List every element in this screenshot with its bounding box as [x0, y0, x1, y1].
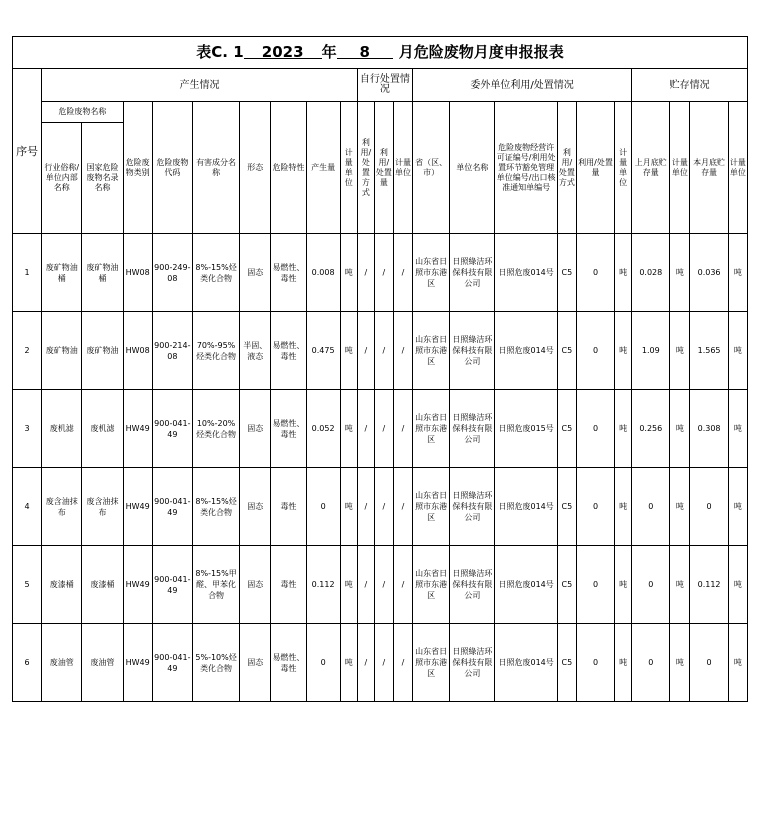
cell-out-method: C5 — [557, 546, 576, 624]
cell-company: 日照綠洁环保科技有限公司 — [450, 546, 495, 624]
cell-st-unit2: 吨 — [728, 312, 747, 390]
cell-last-month: 0.256 — [632, 390, 670, 468]
header-harmful: 有害成分名称 — [192, 102, 239, 234]
cell-this-month: 0.036 — [690, 234, 728, 312]
cell-form: 固态 — [240, 624, 271, 702]
cell-company: 日照綠洁环保科技有限公司 — [450, 624, 495, 702]
table-row — [13, 468, 748, 546]
header-self-disposal: 自行处置情况 — [357, 69, 412, 102]
cell-national-name: 废矿物油桶 — [82, 234, 123, 312]
header-outsourced: 委外单位利用/处置情况 — [413, 69, 632, 102]
cell-province: 山东省日照市东港区 — [413, 468, 450, 546]
cell-code: 900-249-08 — [152, 234, 192, 312]
header-seq: 序号 — [13, 69, 42, 234]
cell-amount: 0.052 — [306, 390, 340, 468]
cell-form: 固态 — [240, 546, 271, 624]
header-permit: 危险废物经营许可证编号/利用处置环节豁免管理单位编号/出口核准通知单编号 — [495, 102, 557, 234]
cell-out-method: C5 — [557, 234, 576, 312]
table-row — [13, 312, 748, 390]
cell-company: 日照綠洁环保科技有限公司 — [450, 234, 495, 312]
cell-seq: 3 — [13, 390, 42, 468]
header-code: 危险废物代码 — [152, 102, 192, 234]
cell-this-month: 0 — [690, 468, 728, 546]
cell-self-unit: / — [393, 234, 412, 312]
cell-amount: 0.008 — [306, 234, 340, 312]
cell-national-name: 废含油抹布 — [82, 468, 123, 546]
cell-permit: 日照危废014号 — [495, 468, 557, 546]
header-category: 危险废物类别 — [123, 102, 152, 234]
cell-self-method: / — [357, 546, 374, 624]
cell-self-method: / — [357, 234, 374, 312]
cell-self-unit: / — [393, 390, 412, 468]
table-row — [13, 546, 748, 624]
cell-st-unit: 吨 — [670, 390, 690, 468]
table-row — [13, 390, 748, 468]
cell-seq: 6 — [13, 624, 42, 702]
cell-national-name: 废矿物油 — [82, 312, 123, 390]
cell-property: 易燃性、毒性 — [271, 312, 306, 390]
header-last-month: 上月底贮存量 — [632, 102, 670, 234]
cell-unit: 吨 — [340, 312, 357, 390]
cell-permit: 日照危废014号 — [495, 546, 557, 624]
cell-st-unit: 吨 — [670, 234, 690, 312]
cell-category: HW08 — [123, 234, 152, 312]
cell-this-month: 0.112 — [690, 546, 728, 624]
cell-property: 易燃性、毒性 — [271, 390, 306, 468]
cell-out-amount: 0 — [576, 468, 614, 546]
cell-province: 山东省日照市东港区 — [413, 624, 450, 702]
cell-province: 山东省日照市东港区 — [413, 546, 450, 624]
cell-amount: 0 — [306, 468, 340, 546]
title-prefix: 表C. 1 — [196, 42, 244, 61]
title-year-label: 年 — [321, 42, 337, 61]
cell-out-amount: 0 — [576, 390, 614, 468]
cell-last-month: 0.028 — [632, 234, 670, 312]
cell-last-month: 0 — [632, 624, 670, 702]
cell-out-unit: 吨 — [615, 624, 632, 702]
header-company: 单位名称 — [450, 102, 495, 234]
header-out-unit: 计量单位 — [615, 102, 632, 234]
header-self-unit: 计量单位 — [393, 102, 412, 234]
cell-form: 固态 — [240, 390, 271, 468]
cell-unit: 吨 — [340, 390, 357, 468]
cell-unit: 吨 — [340, 468, 357, 546]
cell-st-unit2: 吨 — [728, 624, 747, 702]
header-out-amount: 利用/处置量 — [576, 102, 614, 234]
cell-self-unit: / — [393, 468, 412, 546]
cell-property: 易燃性、毒性 — [271, 234, 306, 312]
cell-harmful: 70%-95%烃类化合物 — [192, 312, 239, 390]
cell-self-amount: / — [374, 468, 393, 546]
cell-out-unit: 吨 — [615, 390, 632, 468]
cell-company: 日照綠洁环保科技有限公司 — [450, 312, 495, 390]
cell-st-unit: 吨 — [670, 312, 690, 390]
cell-code: 900-041-49 — [152, 468, 192, 546]
cell-permit: 日照危废015号 — [495, 390, 557, 468]
cell-self-unit: / — [393, 546, 412, 624]
header-production: 产生情况 — [42, 69, 358, 102]
cell-self-amount: / — [374, 312, 393, 390]
cell-out-amount: 0 — [576, 234, 614, 312]
cell-seq: 4 — [13, 468, 42, 546]
header-st-unit2: 计量单位 — [728, 102, 747, 234]
header-national-name: 国家危险废物名录名称 — [82, 123, 123, 234]
cell-out-amount: 0 — [576, 312, 614, 390]
header-self-method: 利用/处置方式 — [357, 102, 374, 234]
table-title — [13, 37, 748, 69]
cell-self-method: / — [357, 468, 374, 546]
header-form: 形态 — [240, 102, 271, 234]
cell-out-amount: 0 — [576, 624, 614, 702]
cell-out-method: C5 — [557, 312, 576, 390]
cell-property: 毒性 — [271, 546, 306, 624]
cell-industry-name: 废漆桶 — [42, 546, 82, 624]
cell-industry-name: 废矿物油桶 — [42, 234, 82, 312]
cell-self-unit: / — [393, 624, 412, 702]
cell-last-month: 0 — [632, 468, 670, 546]
cell-out-unit: 吨 — [615, 312, 632, 390]
cell-property: 易燃性、毒性 — [271, 624, 306, 702]
cell-st-unit: 吨 — [670, 624, 690, 702]
cell-seq: 5 — [13, 546, 42, 624]
cell-st-unit2: 吨 — [728, 234, 747, 312]
cell-unit: 吨 — [340, 624, 357, 702]
header-industry-name: 行业俗称/单位内部名称 — [42, 123, 82, 234]
cell-company: 日照綠洁环保科技有限公司 — [450, 390, 495, 468]
cell-self-method: / — [357, 624, 374, 702]
cell-code: 900-041-49 — [152, 624, 192, 702]
cell-self-amount: / — [374, 234, 393, 312]
cell-out-method: C5 — [557, 624, 576, 702]
header-storage: 贮存情况 — [632, 69, 748, 102]
cell-permit: 日照危废014号 — [495, 234, 557, 312]
cell-industry-name: 废油管 — [42, 624, 82, 702]
table-row — [13, 234, 748, 312]
cell-harmful: 8%-15%甲醛、甲苯化合物 — [192, 546, 239, 624]
header-amount: 产生量 — [306, 102, 340, 234]
header-this-month: 本月底贮存量 — [690, 102, 728, 234]
cell-self-amount: / — [374, 390, 393, 468]
cell-code: 900-041-49 — [152, 546, 192, 624]
cell-code: 900-041-49 — [152, 390, 192, 468]
cell-national-name: 废漆桶 — [82, 546, 123, 624]
cell-form: 半固、液态 — [240, 312, 271, 390]
cell-category: HW49 — [123, 546, 152, 624]
cell-out-method: C5 — [557, 468, 576, 546]
header-waste-name: 危险废物名称 — [42, 102, 123, 123]
cell-last-month: 1.09 — [632, 312, 670, 390]
cell-national-name: 废机滤 — [82, 390, 123, 468]
cell-harmful: 5%-10%烃类化合物 — [192, 624, 239, 702]
cell-industry-name: 废矿物油 — [42, 312, 82, 390]
header-unit: 计量单位 — [340, 102, 357, 234]
cell-out-unit: 吨 — [615, 546, 632, 624]
cell-category: HW49 — [123, 468, 152, 546]
cell-permit: 日照危废014号 — [495, 624, 557, 702]
cell-amount: 0 — [306, 624, 340, 702]
cell-industry-name: 废机滤 — [42, 390, 82, 468]
cell-amount: 0.112 — [306, 546, 340, 624]
cell-category: HW49 — [123, 624, 152, 702]
cell-permit: 日照危废014号 — [495, 312, 557, 390]
cell-st-unit2: 吨 — [728, 546, 747, 624]
header-st-unit: 计量单位 — [670, 102, 690, 234]
title-suffix: 月危险废物月度申报报表 — [398, 42, 564, 61]
cell-self-amount: / — [374, 546, 393, 624]
cell-this-month: 0.308 — [690, 390, 728, 468]
cell-harmful: 8%-15%烃类化合物 — [192, 468, 239, 546]
cell-company: 日照綠洁环保科技有限公司 — [450, 468, 495, 546]
header-self-amount: 利用/处置量 — [374, 102, 393, 234]
cell-self-method: / — [357, 312, 374, 390]
cell-code: 900-214-08 — [152, 312, 192, 390]
cell-province: 山东省日照市东港区 — [413, 234, 450, 312]
title-year: 2023 — [244, 47, 322, 59]
cell-out-unit: 吨 — [615, 468, 632, 546]
title-month: 8 — [337, 47, 393, 59]
header-province: 省（区、市） — [413, 102, 450, 234]
cell-province: 山东省日照市东港区 — [413, 390, 450, 468]
cell-national-name: 废油管 — [82, 624, 123, 702]
cell-self-amount: / — [374, 624, 393, 702]
cell-st-unit2: 吨 — [728, 468, 747, 546]
cell-st-unit: 吨 — [670, 468, 690, 546]
cell-last-month: 0 — [632, 546, 670, 624]
header-property: 危险特性 — [271, 102, 306, 234]
cell-form: 固态 — [240, 234, 271, 312]
report-table — [12, 36, 748, 702]
cell-category: HW08 — [123, 312, 152, 390]
cell-harmful: 8%-15%烃类化合物 — [192, 234, 239, 312]
cell-unit: 吨 — [340, 546, 357, 624]
cell-harmful: 10%-20%烃类化合物 — [192, 390, 239, 468]
table-row — [13, 624, 748, 702]
cell-out-unit: 吨 — [615, 234, 632, 312]
cell-seq: 2 — [13, 312, 42, 390]
cell-self-method: / — [357, 390, 374, 468]
cell-seq: 1 — [13, 234, 42, 312]
cell-st-unit2: 吨 — [728, 390, 747, 468]
cell-amount: 0.475 — [306, 312, 340, 390]
cell-out-amount: 0 — [576, 546, 614, 624]
cell-property: 毒性 — [271, 468, 306, 546]
cell-this-month: 0 — [690, 624, 728, 702]
header-out-method: 利用/处置方式 — [557, 102, 576, 234]
cell-this-month: 1.565 — [690, 312, 728, 390]
table-body — [13, 234, 748, 702]
cell-province: 山东省日照市东港区 — [413, 312, 450, 390]
cell-form: 固态 — [240, 468, 271, 546]
cell-category: HW49 — [123, 390, 152, 468]
cell-self-unit: / — [393, 312, 412, 390]
cell-industry-name: 废含油抹布 — [42, 468, 82, 546]
cell-st-unit: 吨 — [670, 546, 690, 624]
report-sheet — [12, 36, 748, 702]
cell-unit: 吨 — [340, 234, 357, 312]
cell-out-method: C5 — [557, 390, 576, 468]
